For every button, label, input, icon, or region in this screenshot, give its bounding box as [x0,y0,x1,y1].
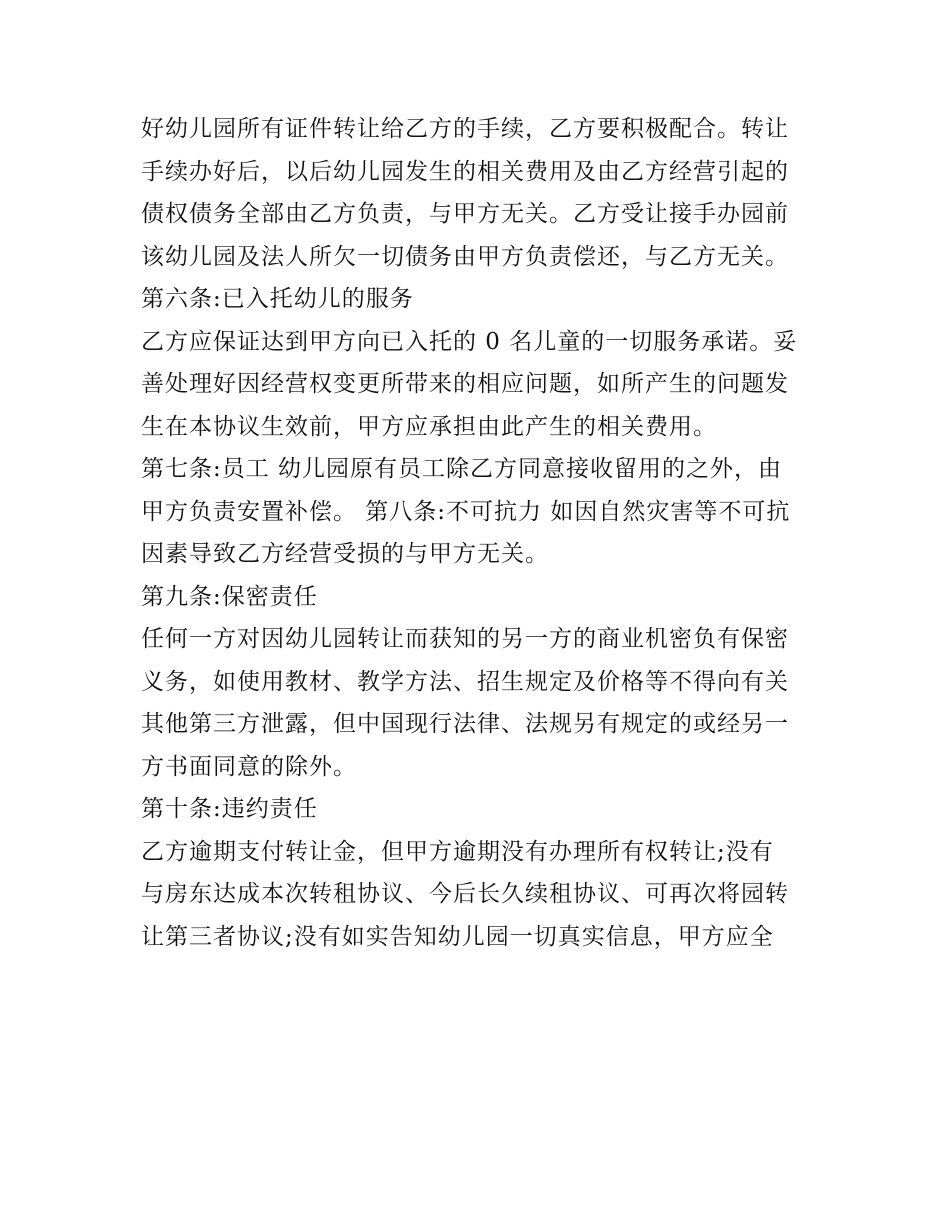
text-line: 方书面同意的除外。 [141,753,357,780]
section-heading-article-6: 第六条:已入托幼儿的服务 [141,286,414,312]
text-line: 任何一方对因幼儿园转让而获知的另一方的商业机密负有保密 [141,626,789,652]
document-body [141,108,821,958]
section-heading-article-9: 第九条:保密责任 [141,583,318,610]
text-line: 善处理好因经营权变更所带来的相应问题，如所产生的问题发 [141,371,789,397]
text-line: 该幼儿园及法人所欠一切债务由甲方负责偿还，与乙方无关。 [141,243,789,270]
text-line-article-7: 第七条:员工 幼儿园原有员工除乙方同意接收留用的之外，由 [141,456,783,482]
text-line: 乙方逾期支付转让金，但甲方逾期没有办理所有权转让;没有 [141,838,774,865]
text-line: 与房东达成本次转租协议、今后长久续租协议、可再次将园转 [141,881,789,907]
text-line: 生在本协议生效前，甲方应承担由此产生的相关费用。 [141,413,717,440]
text-line: 义务，如使用教材、教学方法、招生规定及价格等不得向有关 [141,668,789,695]
text-line: 乙方应保证达到甲方向已入托的 0 名儿童的一切服务承诺。妥 [141,328,798,355]
text-line: 债权债务全部由乙方负责，与甲方无关。乙方受让接手办园前 [141,201,789,227]
text-line: 手续办好后，以后幼儿园发生的相关费用及由乙方经营引起的 [141,158,789,185]
text-line: 让第三者协议;没有如实告知幼儿园一切真实信息，甲方应全 [141,923,774,950]
text-line: 因素导致乙方经营受损的与甲方无关。 [141,541,549,567]
text-line-article-8: 甲方负责安置补偿。 第八条:不可抗力 如因自然灾害等不可抗 [141,498,791,525]
text-line: 其他第三方泄露，但中国现行法律、法规另有规定的或经另一 [141,711,789,737]
text-line: 好幼儿园所有证件转让给乙方的手续，乙方要积极配合。转让 [141,116,789,142]
section-heading-article-10: 第十条:违约责任 [141,796,318,822]
